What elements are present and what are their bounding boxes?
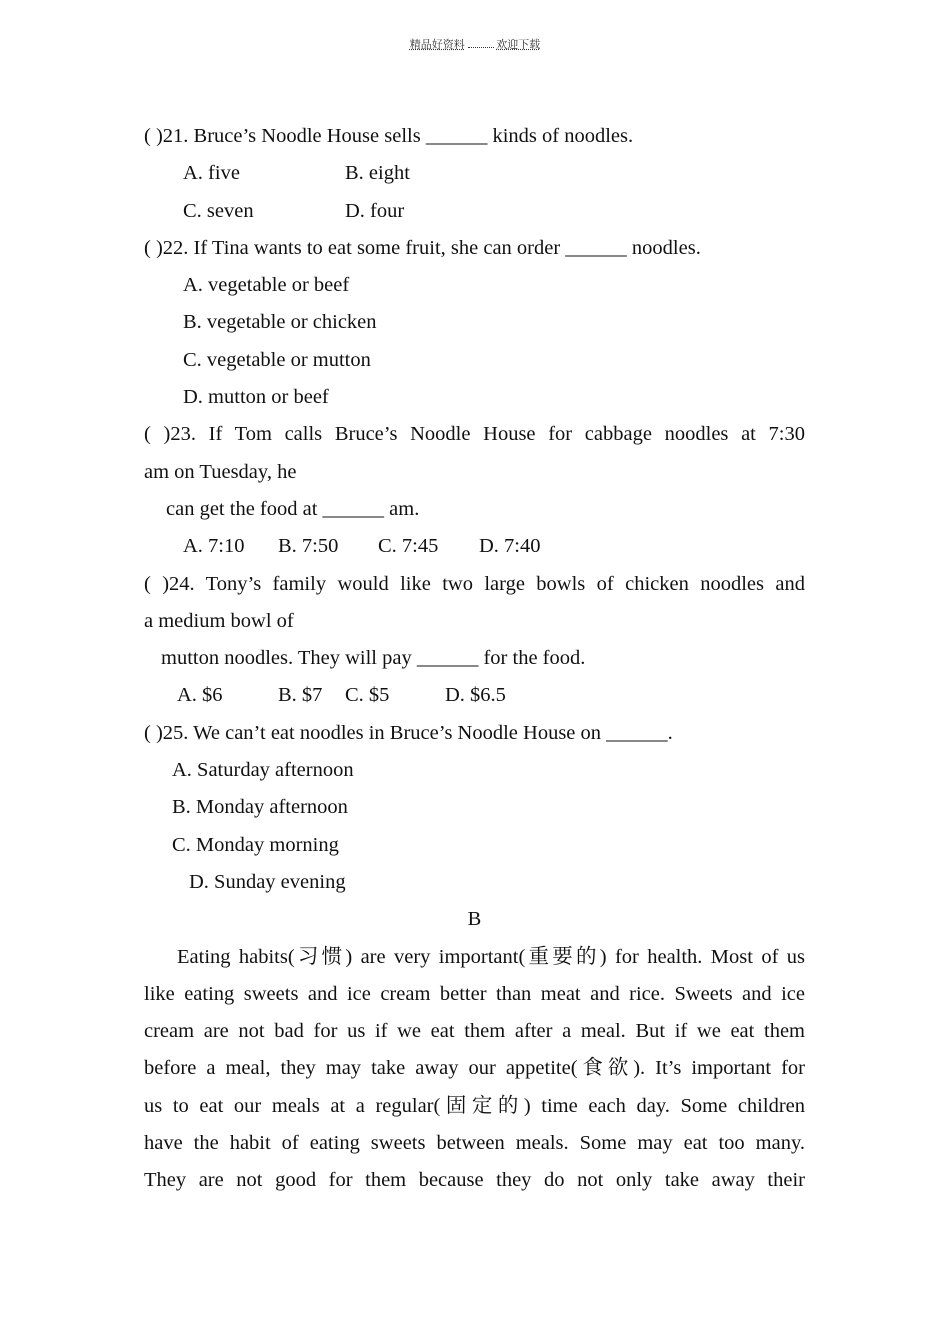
q24-option-a: A. $6 — [177, 684, 223, 707]
section-b-title: B — [467, 908, 482, 931]
passage-line: They are not good for them because they do not only take away their — [144, 1169, 805, 1192]
q21-stem: ( )21. Bruce’s Noodle House sells ______ kinds of noodles. — [144, 125, 634, 147]
passage-line: cream are not bad for us if we eat them after a meal. But if we eat them — [144, 1020, 805, 1043]
q21-option-d: D. four — [345, 199, 405, 222]
q23-options — [144, 528, 805, 565]
q21-option-a: A. five — [183, 162, 240, 185]
q24-option-b: B. $7 — [278, 684, 323, 707]
q22-option-d: D. mutton or beef — [183, 386, 329, 409]
q24-stem-line3: mutton noodles. They will pay ______ for the food. — [161, 647, 586, 670]
q22-option-a: A. vegetable or beef — [183, 274, 350, 297]
q24-option-c: C. $5 — [345, 684, 390, 707]
header-right: 欢迎下载 — [496, 39, 541, 51]
page-header — [0, 36, 950, 52]
q22-option-c: C. vegetable or mutton — [183, 348, 371, 371]
q21-option-b: B. eight — [345, 162, 410, 185]
q25-option-d: D. Sunday evening — [189, 870, 346, 893]
q24-option-d: D. $6.5 — [445, 684, 506, 707]
q21-option-c: C. seven — [183, 199, 254, 222]
q22-stem: ( )22. If Tina wants to eat some fruit, she can order ______ noodles. — [144, 236, 701, 259]
passage-line: have the habit of eating sweets between meals. Some may eat too many. — [144, 1132, 805, 1155]
q24-stem-line1: ( )24. Tony’s family would like two large bowls of chicken noodles and — [144, 572, 805, 595]
q23-option-b: B. 7:50 — [278, 535, 339, 558]
q24-stem-line2: a medium bowl of — [144, 609, 294, 632]
q25-option-a: A. Saturday afternoon — [172, 759, 354, 782]
passage-line: before a meal, they may take away our appetite(食欲). It’s important for — [144, 1057, 805, 1080]
passage-line: Eating habits(习惯) are very important(重要的) for health. Most of us — [177, 945, 805, 968]
q25-option-b: B. Monday afternoon — [172, 796, 348, 819]
q24-options — [144, 677, 805, 714]
q21-options-row2 — [144, 193, 805, 230]
passage-line: us to eat our meals at a regular(固定的) time each day. Some children — [144, 1094, 805, 1117]
q23-stem-line3: can get the food at ______ am. — [166, 497, 420, 520]
q23-stem-line2: am on Tuesday, he — [144, 460, 297, 483]
q21-options-row1 — [144, 155, 805, 192]
header-dots — [468, 38, 494, 48]
document-body — [144, 118, 805, 1200]
q25-stem: ( )25. We can’t eat noodles in Bruce’s Noodle House on ______. — [144, 721, 673, 744]
q25-option-c: C. Monday morning — [172, 833, 339, 856]
q23-option-c: C. 7:45 — [378, 535, 439, 558]
passage-line: like eating sweets and ice cream better than meat and rice. Sweets and ice — [144, 982, 805, 1005]
q23-option-a: A. 7:10 — [183, 535, 245, 558]
q22-option-b: B. vegetable or chicken — [183, 311, 377, 334]
header-left: 精品好资料 — [409, 39, 465, 51]
q23-option-d: D. 7:40 — [479, 535, 541, 558]
q23-stem-line1: ( )23. If Tom calls Bruce’s Noodle House for cabbage noodles at 7:30 — [144, 423, 805, 446]
